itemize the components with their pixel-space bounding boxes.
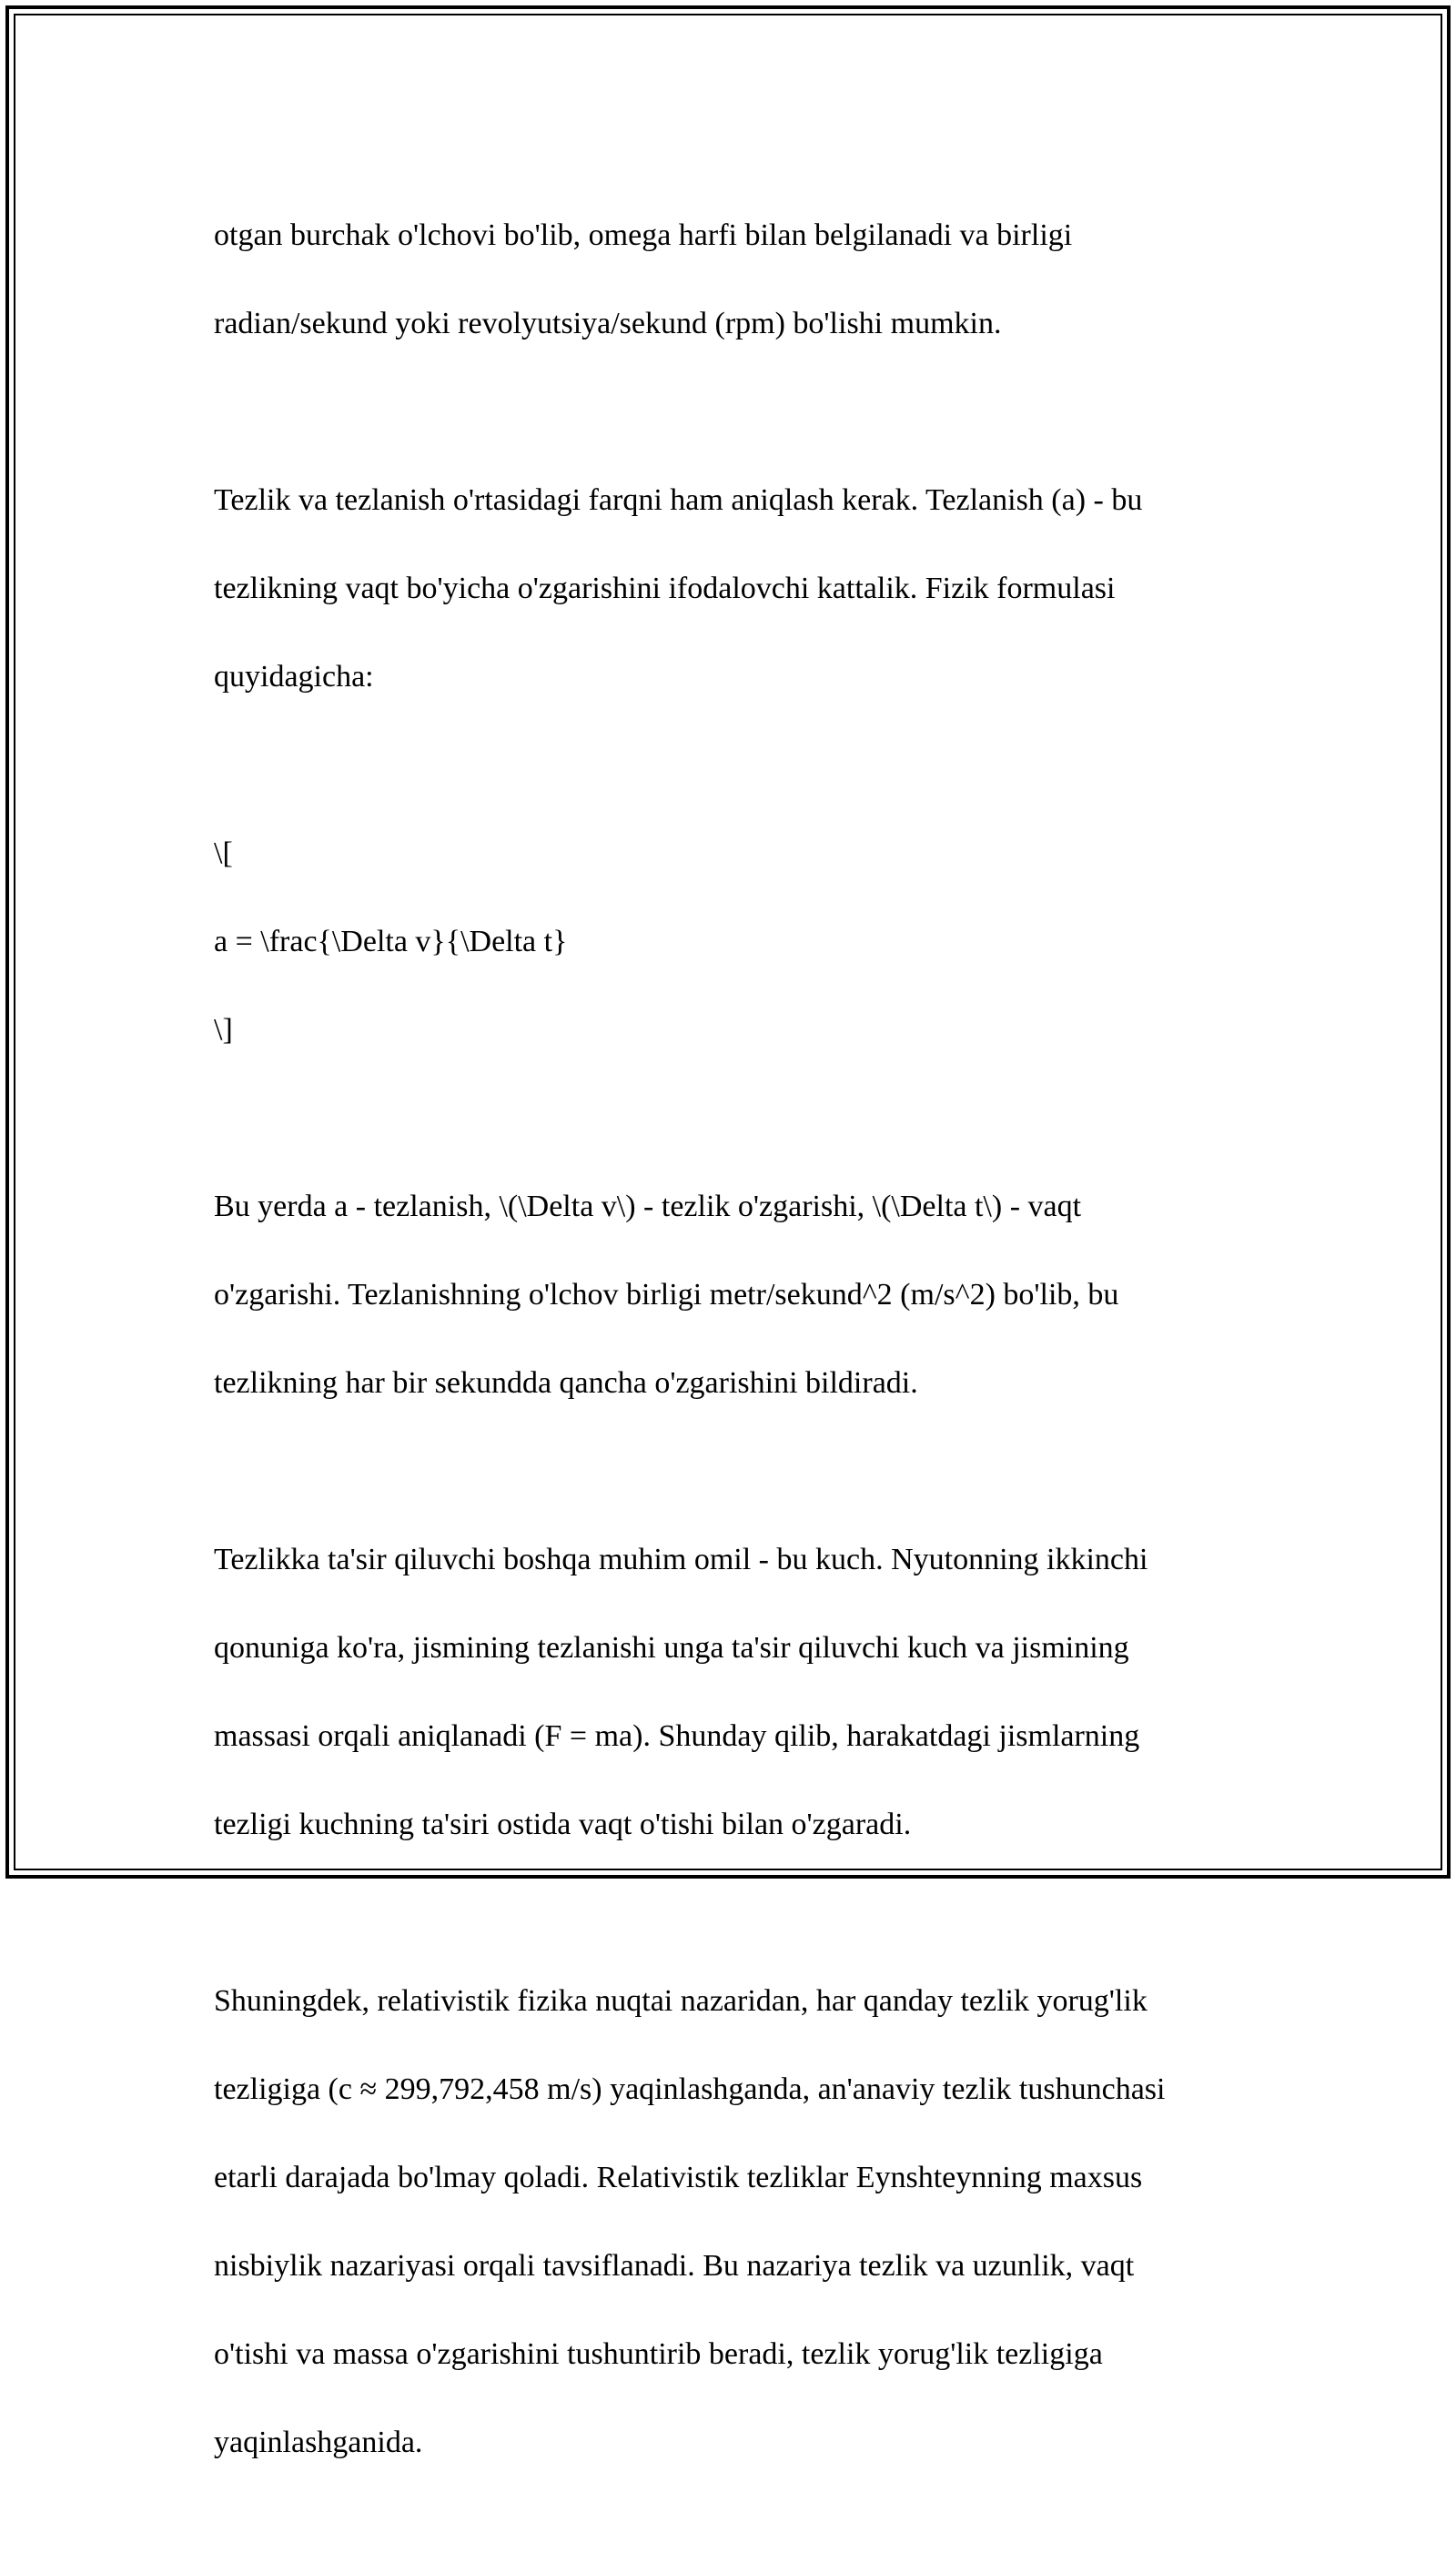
- text-line: tezlikning har bir sekundda qancha o'zgarishini bildiradi.: [214, 1365, 918, 1400]
- text-line: tezligi kuchning ta'siri ostida vaqt o'tishi bilan o'zgaradi.: [214, 1807, 912, 1841]
- text-line: Shuningdek, relativistik fizika nuqtai nazaridan, har qanday tezlik yorug'lik: [214, 1983, 1148, 2018]
- paragraph-formula: [214, 787, 1242, 1097]
- text-line: tezlikning vaqt bo'yicha o'zgarishini ifodalovchi kattalik. Fizik formulasi: [214, 571, 1116, 605]
- text-line: yaqinlashganida.: [214, 2425, 423, 2459]
- text-line: Bu yerda a - tezlanish, \(\Delta v\) - tezlik o'zgarishi, \(\Delta t\) - vaqt: [214, 1189, 1082, 1223]
- text-line: o'tishi va massa o'zgarishini tushuntirib beradi, tezlik yorug'lik tezligiga: [214, 2336, 1103, 2371]
- text-line: otgan burchak o'lchovi bo'lib, omega harfi bilan belgilanadi va birligi: [214, 218, 1073, 252]
- text-line: radian/sekund yoki revolyutsiya/sekund (rpm) bo'lishi mumkin.: [214, 306, 1002, 340]
- formula-line: a = \frac{\Delta v}{\Delta t}: [214, 924, 568, 958]
- formula-line: \]: [214, 1012, 233, 1047]
- text-line: quyidagicha:: [214, 659, 374, 694]
- text-line: Tezlik va tezlanish o'rtasidagi farqni ham aniqlash kerak. Tezlanish (a) - bu: [214, 482, 1143, 517]
- text-line: qonuniga ko'ra, jismining tezlanishi unga ta'sir qiluvchi kuch va jismining: [214, 1630, 1129, 1665]
- paragraph-force: [214, 1494, 1242, 1891]
- formula-line: \[: [214, 836, 233, 870]
- document-body: [214, 169, 1242, 2553]
- text-line: massasi orqali aniqlanadi (F = ma). Shunday qilib, harakatdagi jismlarning: [214, 1718, 1140, 1753]
- paragraph-acceleration-intro: [214, 434, 1242, 744]
- paragraph-angular-velocity: [214, 169, 1242, 390]
- text-line: o'zgarishi. Tezlanishning o'lchov birligi metr/sekund^2 (m/s^2) bo'lib, bu: [214, 1277, 1119, 1312]
- text-line: nisbiylik nazariyasi orqali tavsiflanadi. Bu nazariya tezlik va uzunlik, vaqt: [214, 2248, 1135, 2283]
- text-line: tezligiga (c ≈ 299,792,458 m/s) yaqinlashganda, an'anaviy tezlik tushunchasi: [214, 2072, 1166, 2106]
- text-line: etarli darajada bo'lmay qoladi. Relativistik tezliklar Eynshteynning maxsus: [214, 2160, 1143, 2194]
- paragraph-relativity: [214, 1935, 1242, 2509]
- text-line: Tezlikka ta'sir qiluvchi boshqa muhim omil - bu kuch. Nyutonning ikkinchi: [214, 1542, 1148, 1576]
- paragraph-acceleration-units: [214, 1140, 1242, 1450]
